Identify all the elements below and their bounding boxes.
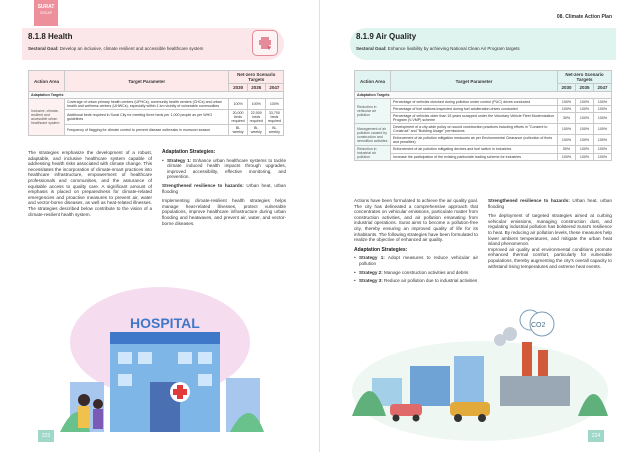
strategy-item xyxy=(354,270,478,276)
param-cell: Enforcement of air pollution mitigating devices and fuel switch in industries xyxy=(391,146,558,154)
th-scenario: Net-zero Scenario Targets xyxy=(558,71,612,84)
table-row xyxy=(29,99,284,110)
value-cell: 33,700 beds required xyxy=(265,110,283,125)
goal-label: Sectoral Goal: xyxy=(28,46,59,51)
resilience-text: Urban heat, urban flooding xyxy=(162,182,287,194)
resilience-text: Urban heat, urban flooding xyxy=(488,198,613,209)
air-comfort-paragraph: Improved air quality and environmental conditions promote enhanced thermal comfort, particularly for vulnerable populations, thereby augmenting the city's overall capacity to withstand rising temperatures and extreme heat events. xyxy=(488,246,612,269)
action-area-cell: Inclusive, climate-resilient and accessible urban healthcare system xyxy=(29,99,65,136)
value-cell: 100% xyxy=(576,113,594,124)
value-cell: 100% xyxy=(594,99,612,106)
surat-logo xyxy=(34,0,58,26)
action-area-cell: Management of air pollution caused by construction and demolition activities xyxy=(355,124,391,146)
value-cell: 100% xyxy=(247,99,265,110)
value-cell: 100% xyxy=(576,106,594,113)
section-title-health: 8.1.8 Health xyxy=(28,32,73,41)
page-number-left: 223 xyxy=(38,430,54,442)
air-quality-header-band xyxy=(350,28,616,60)
air-resilience-paragraph: The deployment of targeted strategies aimed at curbing vehicular emissions, managing construction dust, and regulating industrial pollution has bolstered Surat's resilience to heat. By reducing air pollution levels, these measures help lower ambient temperatures, and mitigate the urban heat island phenomenon. xyxy=(488,213,612,247)
th-year: 2035 xyxy=(247,84,265,92)
resilience-label: Strengthened resilience to hazards: xyxy=(488,198,570,203)
right-page xyxy=(320,0,640,452)
resilience-label: Strengthened resilience to hazards: xyxy=(162,182,244,188)
strategy-label: Strategy 2: xyxy=(359,269,383,275)
medical-cross-icon xyxy=(252,30,278,56)
strategy-text: Manage construction activities and debris xyxy=(384,269,469,275)
logo-sub: CRCAP xyxy=(39,11,53,15)
sectoral-goal-air xyxy=(356,46,520,51)
th-action-area: Action Area xyxy=(355,71,391,92)
page-number-right: 224 xyxy=(588,430,604,442)
value-cell: 100% xyxy=(594,113,612,124)
table-row xyxy=(29,110,284,125)
value-cell: 100% xyxy=(594,135,612,146)
adaptation-strategies-heading: Adaptation Strategies: xyxy=(162,149,216,155)
table-group-label: Adaptation Targets xyxy=(29,92,284,99)
table-row xyxy=(355,124,612,135)
value-cell: Bi-weekly xyxy=(265,125,283,136)
air-left-column xyxy=(354,198,478,287)
th-year: 2030 xyxy=(229,84,247,92)
co2-label: CO2 xyxy=(531,322,546,329)
th-year: 2030 xyxy=(558,84,576,92)
value-cell: 100% xyxy=(576,124,594,135)
strategy-label: Strategy 3: xyxy=(359,278,383,284)
section-title-air-quality: 8.1.9 Air Quality xyxy=(356,32,417,41)
strategy-text: Enhance urban healthcare systems to tackle climate induced health impacts through upgrades, improved accessibility, effective monitoring, and prevention. xyxy=(167,157,287,180)
value-cell: 100% xyxy=(558,124,576,135)
value-cell: 30% xyxy=(558,113,576,124)
param-cell: Development of a city-wide policy on sound construction practices including efforts in "Consent to Construct" and "Building Usage" permissions xyxy=(391,124,558,135)
health-header-band xyxy=(22,28,284,60)
strategy-item xyxy=(162,158,286,180)
table-row xyxy=(355,146,612,154)
value-cell: 50% xyxy=(558,146,576,154)
goal-text: Enhance livability by achieving National Clean Air Program targets xyxy=(387,46,520,51)
value-cell: 22,000 beds required xyxy=(247,110,265,125)
resilience-line xyxy=(162,183,286,194)
logo-name: SURAT xyxy=(37,4,55,10)
resilience-line xyxy=(488,198,612,209)
chapter-header: 08. Climate Action Plan xyxy=(556,14,612,20)
strategy-text: Reduce air pollution due to industrial activities xyxy=(384,278,478,284)
action-area-cell: Reduction in vehicular air pollution xyxy=(355,99,391,124)
th-year: 2047 xyxy=(265,84,283,92)
goal-text: Develop an inclusive, climate resilient and accessible healthcare system xyxy=(59,46,204,51)
health-strategies-column xyxy=(162,150,286,226)
air-quality-targets-table xyxy=(354,70,612,161)
health-impact-paragraph: Implementing climate-resilient health strategies helps manage heat-related illnesses, protect vulnerable populations, improve healthcare infrastructure during urban flooding and heatwaves, and prevent air, water, and vector-borne diseases. xyxy=(162,198,286,226)
table-group-label: Adaptation Targets xyxy=(355,92,612,99)
value-cell: 100% xyxy=(594,106,612,113)
th-year: 2035 xyxy=(576,84,594,92)
air-intro-paragraph: Actions have been formulated to achieve the air quality goal. The city has delineated a comprehensive approach that concentrates on vehicular emissions, particulate matter from construction activities, and air pollution emanating from industrial operations. Surat aims to become a pollution-free city, thereby ensuring an improved quality of life for its inhabitants. The following strategies have been formulated to realize the objective of enhanced air quality. xyxy=(354,198,478,243)
value-cell: 100% xyxy=(558,99,576,106)
air-right-column xyxy=(488,198,612,269)
param-cell: Percentage of fuel stations inspected during fuel adulteration drives conducted xyxy=(391,106,558,113)
table-row xyxy=(355,153,612,161)
value-cell: 100% xyxy=(594,146,612,154)
strategy-text: Adopt measures to reduce vehicular air pollution xyxy=(359,255,479,266)
param-cell: Enforcement of air pollution mitigation measures as per Environmental Clearance (collection of fines and penalties) xyxy=(391,135,558,146)
param-cell: Additional beds required in Surat City for meeting three beds per 1,000 people as per WHO guidelines xyxy=(65,110,229,125)
th-target-parameter: Target Parameter xyxy=(391,71,558,92)
strategy-item xyxy=(354,278,478,284)
value-cell: 100% xyxy=(576,153,594,161)
value-cell: 100% xyxy=(558,135,576,146)
heart-icon: ♥ xyxy=(267,45,272,52)
param-cell: Percentage of vehicles older than 15 years scrapped under the Voluntary Vehicle Fleet Modernization Program (V-VMP) scheme xyxy=(391,113,558,124)
table-row xyxy=(355,135,612,146)
value-cell: Bi-weekly xyxy=(229,125,247,136)
health-intro-paragraph: The strategies emphasize the development of a robust, adaptable, and inclusive healthcare system capable of addressing health risks associated with climate change. This necessitates the incorporation of climate-smart practices into healthcare infrastructure, empowerment of healthcare professionals and communities, and the assurance of equitable access to quality care. A significant amount of emphasis is placed on preparedness for climate-related emergencies and proactive measures to prevent air, water and vector-borne diseases, as well as heat-related illnesses. The strategies described below contribute to the vision of a climate-resilient health system. xyxy=(28,150,152,217)
strategy-label: Strategy 1: xyxy=(167,157,192,163)
action-area-cell: Reduction in industrial air pollution xyxy=(355,146,391,161)
health-targets-table xyxy=(28,70,284,136)
air-pollution-illustration xyxy=(350,306,610,446)
sectoral-goal-health xyxy=(28,46,203,51)
adaptation-strategies-heading: Adaptation Strategies: xyxy=(354,246,408,253)
value-cell: 100% xyxy=(576,146,594,154)
value-cell: 100% xyxy=(594,153,612,161)
th-action-area: Action Area xyxy=(29,71,65,92)
hospital-sign: HOSPITAL xyxy=(130,315,200,331)
value-cell: 100% xyxy=(576,135,594,146)
table-row xyxy=(355,99,612,106)
th-target-parameter: Target Parameter xyxy=(65,71,229,92)
strategy-item xyxy=(354,255,478,266)
param-cell: Frequency of flagging for climate control to prevent disease outbreaks in monsoon season xyxy=(65,125,229,136)
table-row xyxy=(355,106,612,113)
table-row xyxy=(29,125,284,136)
param-cell: Coverage of urban primary health centers (UPHCs), community health centers (CHCs) and urban health and wellness centers (UHWCs), especially within 1 km vicinity of vulnerable communities xyxy=(65,99,229,110)
goal-label: Sectoral Goal: xyxy=(356,46,387,51)
value-cell: Bi-weekly xyxy=(247,125,265,136)
th-scenario: Net-zero Scenario Targets xyxy=(229,71,284,84)
table-row xyxy=(355,113,612,124)
value-cell: 100% xyxy=(229,99,247,110)
value-cell: 100% xyxy=(576,99,594,106)
param-cell: Percentage of vehicles checked during pollution under control (PUC) drives conducted xyxy=(391,99,558,106)
value-cell: 100% xyxy=(265,99,283,110)
value-cell: 100% xyxy=(594,124,612,135)
value-cell: 100% xyxy=(558,153,576,161)
value-cell: 100% xyxy=(558,106,576,113)
strategy-label: Strategy 1: xyxy=(359,255,385,261)
th-year: 2047 xyxy=(594,84,612,92)
value-cell: 20,000 beds required xyxy=(229,110,247,125)
hospital-illustration xyxy=(50,282,270,442)
param-cell: Increase the participation of the existing particulate trading scheme for industries xyxy=(391,153,558,161)
